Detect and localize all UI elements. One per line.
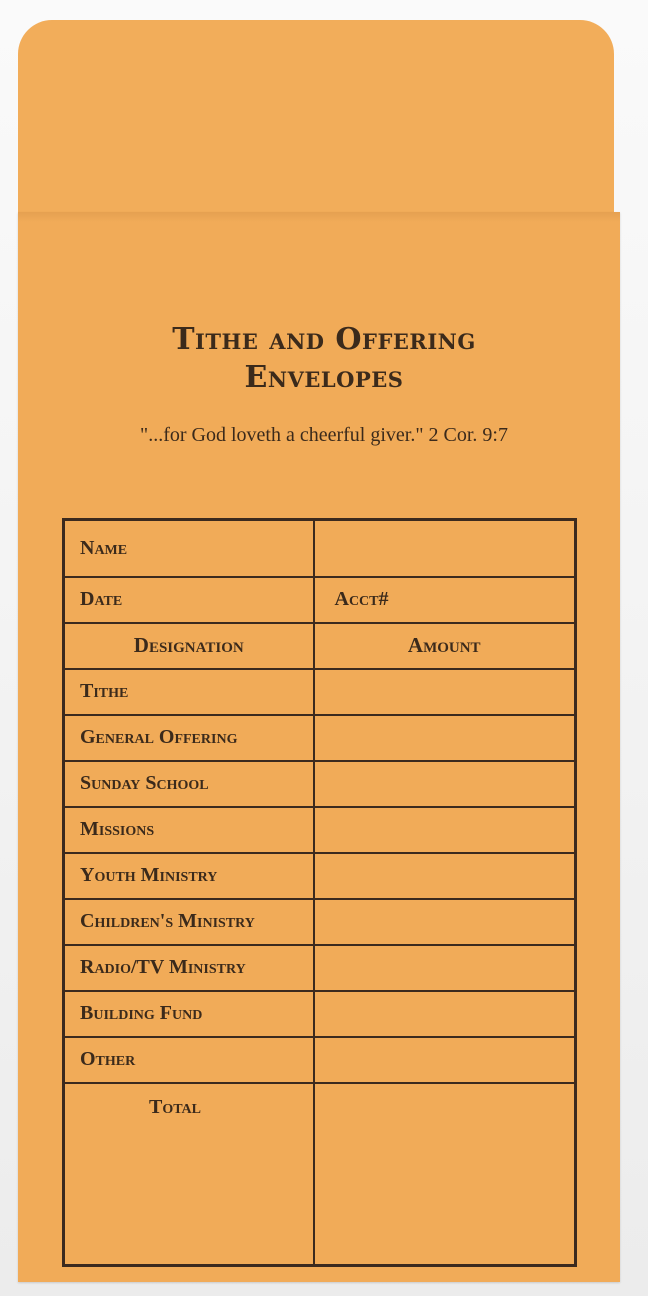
row-label-youth-ministry: Youth Ministry [64,853,314,899]
amount-field-youth-ministry[interactable] [314,853,576,899]
amount-field-tithe[interactable] [314,669,576,715]
designation-header: Designation [64,623,314,669]
table-row [64,761,576,807]
row-label-missions: Missions [64,807,314,853]
amount-field-sunday-school[interactable] [314,761,576,807]
amount-field-radio-tv-ministry[interactable] [314,945,576,991]
date-label: Date [64,577,314,623]
table-row [64,991,576,1037]
row-label-childrens-ministry: Children's Ministry [64,899,314,945]
row-label-tithe: Tithe [64,669,314,715]
offering-form-table [62,518,577,1267]
row-label-building-fund: Building Fund [64,991,314,1037]
table-row [64,853,576,899]
row-label-radio-tv-ministry: Radio/TV Ministry [64,945,314,991]
name-row [64,520,576,577]
date-row [64,577,576,623]
amount-field-general-offering[interactable] [314,715,576,761]
amount-field-other[interactable] [314,1037,576,1083]
header-row [64,623,576,669]
row-label-general-offering: General Offering [64,715,314,761]
total-row [64,1083,576,1266]
amount-field-childrens-ministry[interactable] [314,899,576,945]
total-label: Total [64,1083,314,1266]
acct-label[interactable]: Acct# [314,577,576,623]
row-label-sunday-school: Sunday School [64,761,314,807]
amount-header: Amount [314,623,576,669]
table-row [64,1037,576,1083]
name-label: Name [64,520,314,577]
table-row [64,669,576,715]
table-row [64,807,576,853]
envelope-title-line2: Envelopes [244,360,404,395]
amount-field-missions[interactable] [314,807,576,853]
row-label-other: Other [64,1037,314,1083]
envelope-title-line1: Tithe and Offering [172,322,476,357]
table-row [64,715,576,761]
total-amount-field[interactable] [314,1083,576,1266]
table-row [64,899,576,945]
scripture-verse: "...for God loveth a cheerful giver." 2 Cor. 9:7 [140,424,508,446]
table-row [64,945,576,991]
amount-field-building-fund[interactable] [314,991,576,1037]
name-field[interactable] [314,520,576,577]
envelope-flap [18,20,614,220]
flap-fold-shadow [18,212,620,222]
